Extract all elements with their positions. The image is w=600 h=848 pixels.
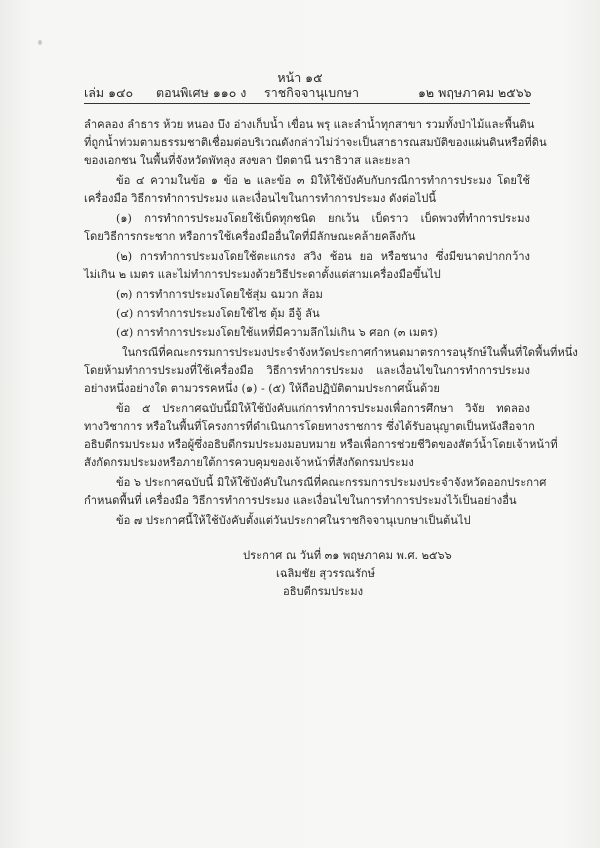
scan-mark: [38, 40, 42, 45]
clause-6-heading: ข้อ ๖ ประกาศฉบับนี้ มิให้ใช้บังคับในกรณีที่คณะกรรมการประมงประจำจังหวัดออกประกาศ: [116, 476, 547, 489]
header-publication: ราชกิจจานุเบกษา: [264, 85, 360, 100]
list-item-2: (๒) การทำการประมงโดยใช้ตะแกรง สวิง ช้อน ยอ หรือชนาง ซึ่งมีขนาดปากกว้าง: [116, 250, 530, 263]
body-line: โดยวิธีการกระชาก หรือการใช้เครื่องมืออื่นใดที่มีลักษณะคล้ายคลึงกัน: [84, 230, 416, 243]
clause-5-heading: ข้อ ๕ ประกาศฉบับนี้มิให้ใช้บังคับแก่การทำการประมงเพื่อการศึกษา วิจัย ทดลอง: [116, 402, 530, 415]
list-item-1: (๑) การทำการประมงโดยใช้เบ็ดทุกชนิด ยกเว้น เบ็ดราว เบ็ดพวงที่ทำการประมง: [116, 212, 530, 225]
signatory-name: เฉลิมชัย สุวรรณรักษ์: [276, 567, 376, 580]
clause-7-heading: ข้อ ๗ ประกาศนี้ให้ใช้บังคับตั้งแต่วันประกาศในราชกิจจานุเบกษาเป็นต้นไป: [116, 514, 471, 527]
header-date: ๑๒ พฤษภาคม ๒๕๖๖: [418, 85, 532, 100]
body-line: เครื่องมือ วิธีการทำการประมง และเงื่อนไขในการทำการประมง ดังต่อไปนี้: [84, 192, 437, 205]
body-line: สังกัดกรมประมงหรือภายใต้การควบคุมของเจ้าหน้าที่สังกัดกรมประมง: [84, 456, 414, 469]
body-line: กำหนดพื้นที่ เครื่องมือ วิธีการทำการประมง และเงื่อนไขในการทำการประมงไว้เป็นอย่างอื่น: [84, 494, 517, 507]
body-line: ของเอกชน ในพื้นที่จังหวัดพัทลุง สงขลา ปัตตานี นราธิวาส และยะลา: [84, 154, 411, 167]
header-issue: ตอนพิเศษ ๑๑๐ ง: [156, 85, 247, 100]
gazette-header: [84, 83, 530, 101]
clause-4-heading: ข้อ ๔ ความในข้อ ๑ ข้อ ๒ และข้อ ๓ มิให้ใช้บังคับกับกรณีการทำการประมง โดยใช้: [116, 174, 530, 187]
list-item-5: (๕) การทำการประมงโดยใช้แหที่มีความลึกไม่เกิน ๖ ศอก (๓ เมตร): [116, 326, 438, 339]
body-line: อธิบดีกรมประมง หรือผู้ซึ่งอธิบดีกรมประมงมอบหมาย หรือเพื่อการช่วยชีวิตของสัตว์น้ำโดยเจ้าหน้าที่: [84, 438, 558, 451]
body-line: ไม่เกิน ๒ เมตร และไม่ทำการประมงด้วยวิธีประดาตั้งแต่สามเครื่องมือขึ้นไป: [84, 268, 441, 281]
list-item-4: (๔) การทำการประมงโดยใช้ไซ ตุ้ม อีจู้ ลัน: [116, 307, 320, 320]
page-number: หน้า ๑๕: [277, 70, 323, 85]
header-rule: [84, 103, 530, 104]
signatory-title: อธิบดีกรมประมง: [283, 585, 364, 598]
body-line: อย่างหนึ่งอย่างใด ตามวรรคหนึ่ง (๑) - (๕) ให้ถือปฏิบัติตามประกาศนั้นด้วย: [84, 382, 440, 395]
body-line: ทางวิชาการ หรือในพื้นที่โครงการที่ดำเนินการโดยทางราชการ ซึ่งได้รับอนุญาตเป็นหนังสือจาก: [84, 420, 535, 433]
body-line: โดยห้ามทำการประมงที่ใช้เครื่องมือ วิธีการทำการประมง และเงื่อนไขในการทำการประมง: [84, 364, 530, 377]
body-line: ที่ถูกน้ำท่วมตามธรรมชาติเชื่อมต่อบริเวณดังกล่าวไม่ว่าจะเป็นสาธารณสมบัติของแผ่นดินหรือที่ดิน: [84, 136, 547, 149]
body-line: ลำคลอง ลำธาร ห้วย หนอง บึง อ่างเก็บน้ำ เขื่อน พรุ และลำน้ำทุกสาขา รวมทั้งป่าไม้และพื้นดิน: [84, 118, 535, 131]
header-volume: เล่ม ๑๔๐: [84, 85, 134, 100]
announcement-date: ประกาศ ณ วันที่ ๓๑ พฤษภาคม พ.ศ. ๒๕๖๖: [243, 549, 452, 562]
paragraph-line: ในกรณีที่คณะกรรมการประมงประจำจังหวัดประกาศกำหนดมาตรการอนุรักษ์ในพื้นที่ใดพื้นที่หนึ่ง: [122, 346, 578, 359]
list-item-3: (๓) การทำการประมงโดยใช้สุ่ม ฉมวก ส้อม: [116, 288, 323, 301]
